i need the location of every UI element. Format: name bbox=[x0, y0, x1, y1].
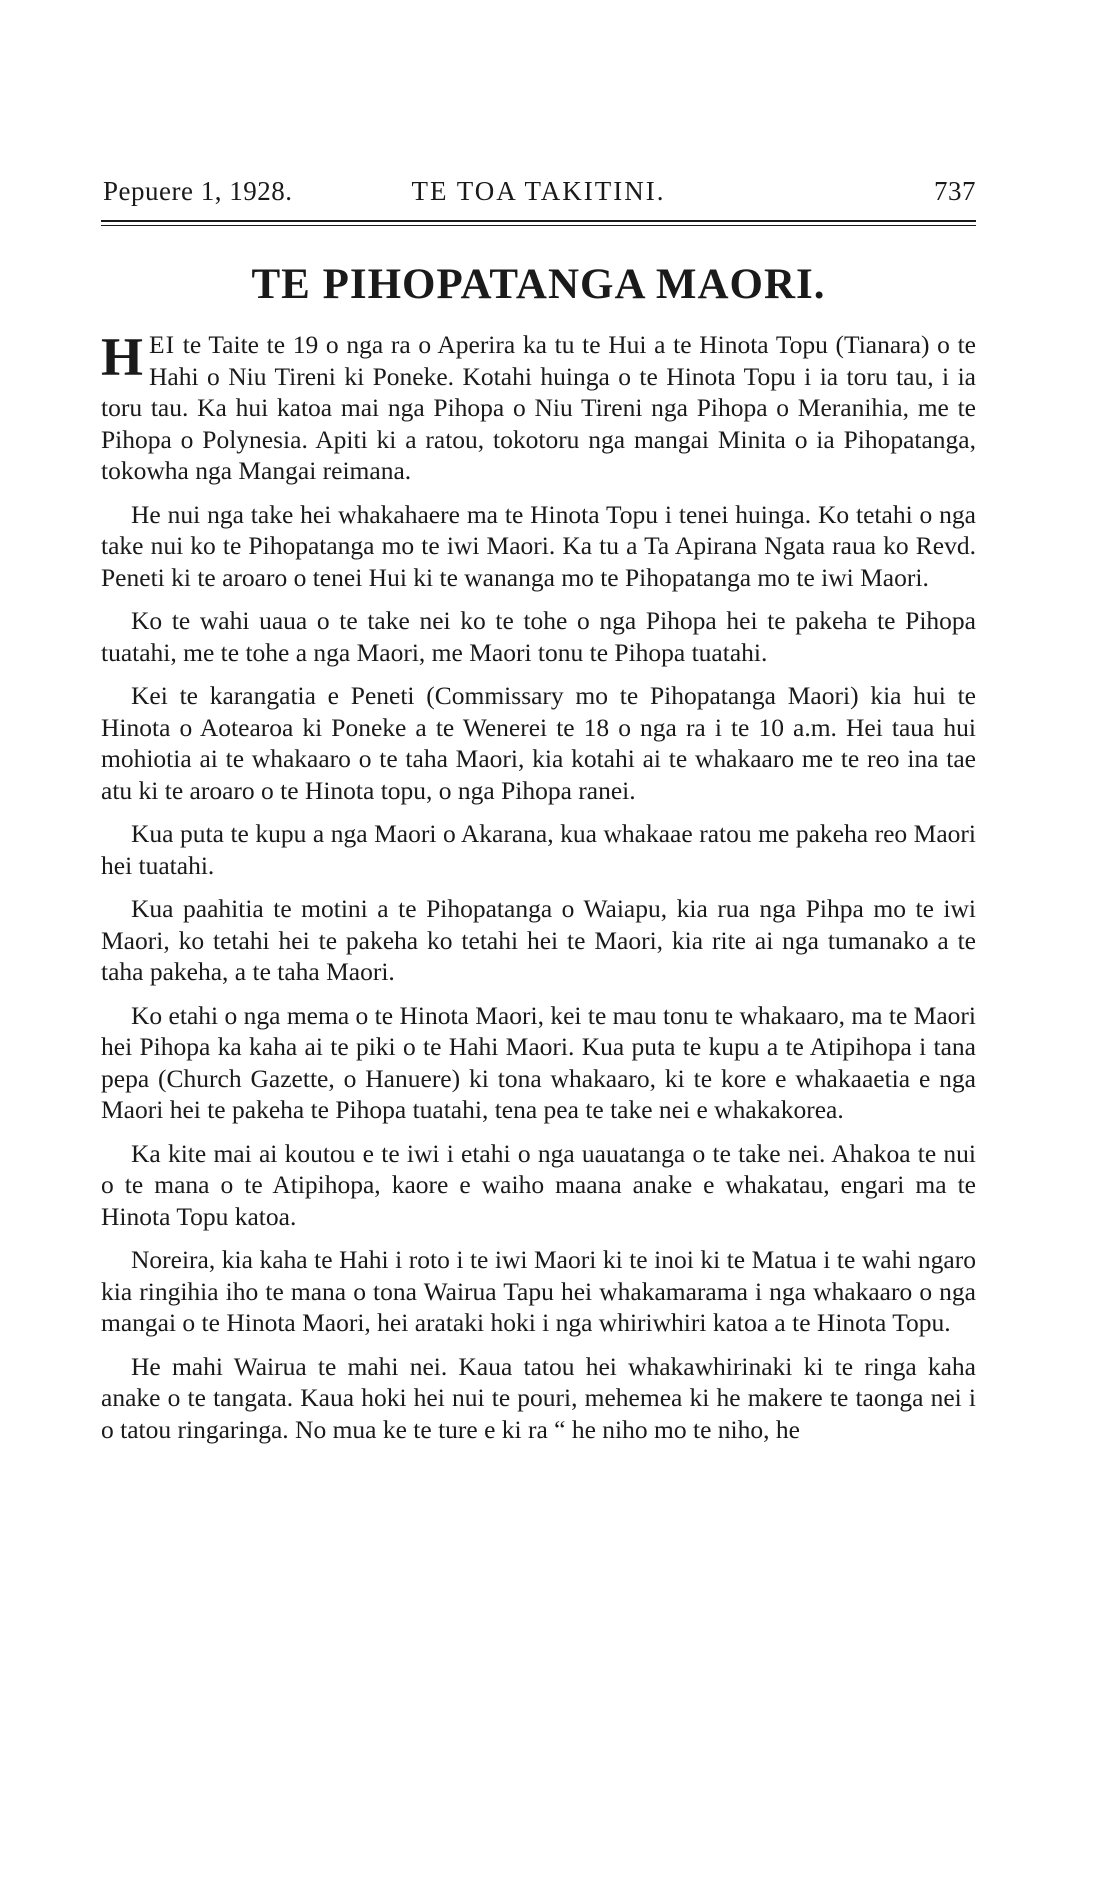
journal-title: TE TOA TAKITINI. bbox=[411, 176, 666, 206]
paragraph-5: Kua puta te kupu a nga Maori o Akarana, kua whakaae ratou me pakeha reo Maori hei tuatahi. bbox=[101, 819, 976, 880]
paragraph-3: Ko te wahi uaua o te take nei ko te tohe o nga Pihopa hei te pakeha te Pihopa tuatahi, me te tohe a nga Maori, me Maori tonu te Pihopa tuatahi. bbox=[101, 606, 976, 667]
issue-date: Pepuere 1, 1928. bbox=[103, 176, 293, 206]
header-rule bbox=[101, 220, 976, 226]
paragraph-4: Kei te karangatia e Peneti (Commissary mo te Pihopatanga Maori) kia hui te Hinota o Aotearoa ki Poneke a te Wenerei te 18 o nga ra i te 10 a.m. Hei taua hui mohiotia ai te whakaaro o te taha Maori, kia kotahi ai te whakaaro me te reo ina tae atu ki te aroaro o te Hinota topu, o nga Pihopa ranei. bbox=[101, 681, 976, 805]
page-number: 737 bbox=[934, 176, 976, 206]
paragraph-2: He nui nga take hei whakahaere ma te Hinota Topu i tenei huinga. Ko tetahi o nga take nui ko te Pihopatanga mo te iwi Maori. Ka tu a Ta Apirana Ngata raua ko Revd. Peneti ki te aroaro o tenei Hui ki te wananga mo te Pihopatanga mo te iwi Maori. bbox=[101, 499, 976, 592]
paragraph-1-text: te Taite te 19 o nga ra o Aperira ka tu te Hui a te Hinota Topu (Tianara) o te Hahi o Niu Tireni ki Poneke. Kotahi huinga o te Hinota Topu i ia toru tau, i ia toru tau. Ka hui katoa mai nga Pihopa o Niu Tireni nga Pihopa o Meranihia, me te Pihopa o Polynesia. Apiti ki a ratou, tokotoru nga mangai Minita o ia Pihopatanga, tokowha nga Mangai reimana. bbox=[101, 330, 976, 485]
paragraph-8: Ka kite mai ai koutou e te iwi i etahi o nga uauatanga o te take nei. Ahakoa te nui o te mana o te Atipihopa, kaore e waiho maana anake e whakatau, engari ma te Hinota Topu katoa. bbox=[101, 1138, 976, 1231]
article-body bbox=[101, 329, 976, 1445]
paragraph-7: Ko etahi o nga mema o te Hinota Maori, kei te mau tonu te whakaaro, ma te Maori hei Pihopa ka kaha ai te piki o te Hahi Maori. Kua puta te kupu a te Atipihopa i tana pepa (Church Gazette, o Hanuere) ki tona whakaaro, ki te kore e whakaaetia e nga Maori hei te pakeha te Pihopa tuatahi, tena pea te take nei e whakakorea. bbox=[101, 1000, 976, 1124]
drop-cap: H bbox=[101, 327, 144, 387]
running-header bbox=[101, 170, 976, 210]
journal-page bbox=[101, 170, 976, 1457]
paragraph-10: He mahi Wairua te mahi nei. Kaua tatou hei whakawhirinaki ki te ringa kaha anake o te tangata. Kaua hoki hei nui te pouri, mehemea ki he makere te taonga nei i o tatou ringaringa. No mua ke te ture e ki ra “ he niho mo te niho, he bbox=[101, 1351, 976, 1444]
paragraph-6: Kua paahitia te motini a te Pihopatanga o Waiapu, kia rua nga Pihpa mo te iwi Maori, ko tetahi hei te pakeha ko tetahi hei te Maori, kia rite ai nga tumanako a te taha pakeha, a te taha Maori. bbox=[101, 894, 976, 986]
paragraph-9: Noreira, kia kaha te Hahi i roto i te iwi Maori ki te inoi ki te Matua i te wahi ngaro kia ringihia iho te mana o tona Wairua Tapu hei whakamarama i nga whakaaro o nga mangai o te Hinota Maori, hei arataki hoki i nga whiriwhiri katoa a te Hinota Topu. bbox=[101, 1245, 976, 1337]
paragraph-1 bbox=[101, 329, 976, 487]
article-title: TE PIHOPATANGA MAORI. bbox=[251, 261, 826, 308]
lead-caps: EI bbox=[149, 330, 176, 359]
